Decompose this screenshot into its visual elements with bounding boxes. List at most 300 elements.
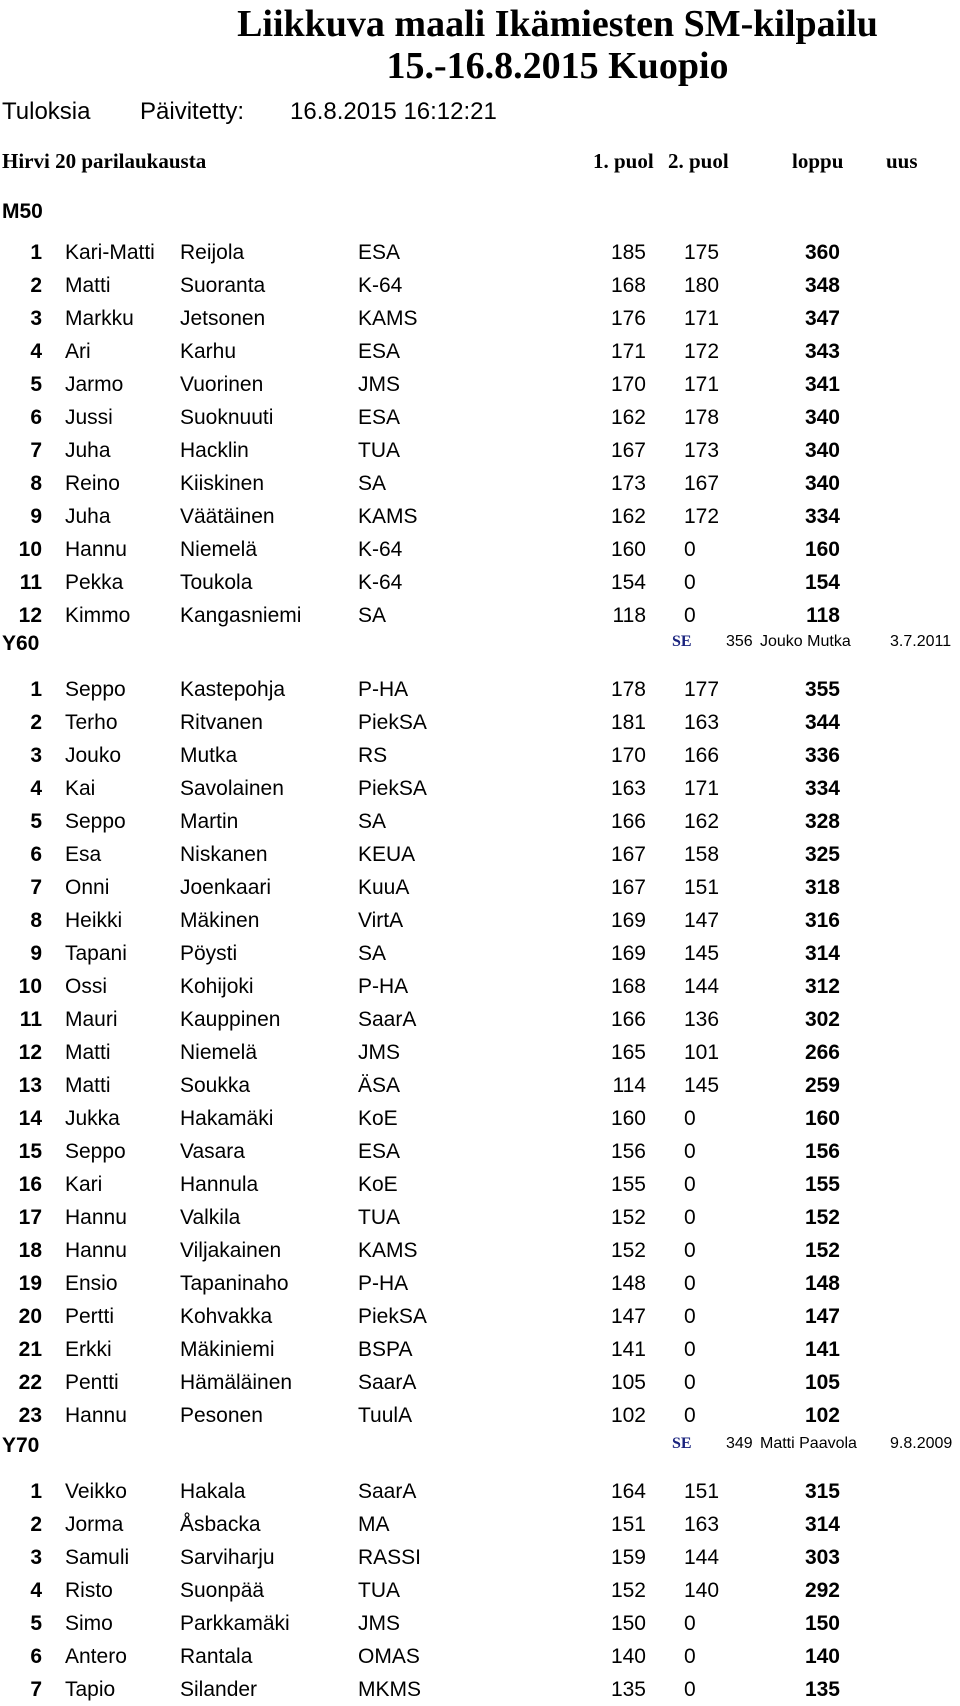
second-half-score-cell: 151 (684, 876, 720, 899)
results-label: Tuloksia (2, 98, 91, 125)
first-half-score-cell: 171 (610, 340, 646, 363)
table-row (0, 706, 960, 739)
second-half-score-cell: 101 (684, 1041, 720, 1064)
first-name-cell: Heikki (65, 909, 123, 932)
table-row (0, 236, 960, 269)
second-half-score-cell: 0 (684, 1338, 696, 1361)
first-name-cell: Antero (65, 1645, 127, 1668)
first-name-cell: Pentti (65, 1371, 119, 1394)
first-half-score-cell: 168 (610, 274, 646, 297)
second-half-score-cell: 151 (684, 1480, 720, 1503)
rank-cell: 6 (30, 1645, 42, 1668)
club-cell: SaarA (358, 1008, 417, 1031)
first-name-cell: Terho (65, 711, 118, 734)
first-half-score-cell: 118 (612, 604, 646, 627)
last-name-cell: Silander (180, 1678, 258, 1701)
last-name-cell: Hacklin (180, 439, 249, 462)
rank-cell: 18 (18, 1239, 42, 1262)
first-half-score-cell: 114 (612, 1074, 646, 1097)
table-row (0, 937, 960, 970)
first-name-cell: Markku (65, 307, 134, 330)
second-half-score-cell: 175 (684, 241, 720, 264)
rank-cell: 7 (30, 876, 42, 899)
rank-cell: 3 (30, 307, 42, 330)
first-name-cell: Juha (65, 439, 111, 462)
total-score-cell: 314 (804, 942, 840, 965)
total-score-cell: 155 (804, 1173, 840, 1196)
rank-cell: 21 (18, 1338, 42, 1361)
updated-label: Päivitetty: (140, 98, 245, 125)
rank-cell: 4 (30, 340, 42, 363)
first-half-score-cell: 169 (610, 909, 646, 932)
rank-cell: 9 (30, 505, 42, 528)
first-name-cell: Hannu (65, 1404, 127, 1427)
club-cell: SaarA (358, 1371, 417, 1394)
first-half-score-cell: 173 (610, 472, 646, 495)
record-line (0, 1432, 960, 1456)
second-half-score-cell: 0 (684, 1612, 696, 1635)
rank-cell: 4 (30, 777, 42, 800)
total-score-cell: 344 (804, 711, 840, 734)
first-name-cell: Kari (65, 1173, 103, 1196)
club-cell: VirtA (358, 909, 404, 932)
table-row (0, 1201, 960, 1234)
second-half-score-cell: 171 (684, 307, 720, 330)
club-cell: K-64 (358, 538, 403, 561)
total-score-cell: 340 (804, 472, 840, 495)
total-score-cell: 336 (804, 744, 840, 767)
last-name-cell: Toukola (180, 571, 253, 594)
total-score-cell: 150 (804, 1612, 840, 1635)
first-half-score-cell: 152 (610, 1579, 646, 1602)
total-score-cell: 303 (804, 1546, 840, 1569)
first-half-score-cell: 152 (610, 1239, 646, 1262)
second-half-score-cell: 136 (684, 1008, 720, 1031)
table-row (0, 1541, 960, 1574)
first-half-score-cell: 160 (610, 538, 646, 561)
last-name-cell: Viljakainen (180, 1239, 282, 1262)
club-cell: OMAS (358, 1645, 420, 1668)
second-half-score-cell: 172 (684, 340, 720, 363)
record-holder: Matti Paavola (760, 1435, 857, 1452)
first-name-cell: Kimmo (65, 604, 131, 627)
first-half-score-cell: 105 (610, 1371, 646, 1394)
second-half-score-cell: 0 (684, 1404, 696, 1427)
page-title-line1: Liikkuva maali Ikämiesten SM-kilpailu (237, 3, 878, 45)
record-tag: SE (672, 633, 692, 650)
club-cell: KEUA (358, 843, 416, 866)
total-score-cell: 315 (804, 1480, 840, 1503)
total-score-cell: 259 (804, 1074, 840, 1097)
club-cell: MKMS (358, 1678, 421, 1701)
club-cell: P-HA (358, 678, 409, 701)
last-name-cell: Pöysti (180, 942, 238, 965)
table-row (0, 904, 960, 937)
last-name-cell: Kangasniemi (180, 604, 302, 627)
record-line (0, 630, 960, 654)
first-half-score-cell: 167 (610, 439, 646, 462)
club-cell: BSPA (358, 1338, 413, 1361)
total-score-cell: 302 (804, 1008, 840, 1031)
last-name-cell: Kauppinen (180, 1008, 281, 1031)
club-cell: K-64 (358, 571, 403, 594)
second-half-score-cell: 178 (684, 406, 720, 429)
last-name-cell: Åsbacka (180, 1513, 261, 1536)
rank-cell: 22 (18, 1371, 42, 1394)
first-name-cell: Jussi (65, 406, 113, 429)
first-half-score-cell: 159 (610, 1546, 646, 1569)
table-row (0, 1640, 960, 1673)
club-cell: SA (358, 942, 387, 965)
second-half-score-cell: 144 (684, 1546, 720, 1569)
table-row (0, 739, 960, 772)
first-name-cell: Esa (65, 843, 102, 866)
club-cell: SA (358, 810, 387, 833)
total-score-cell: 318 (804, 876, 840, 899)
first-half-score-cell: 152 (610, 1206, 646, 1229)
first-half-score-cell: 151 (610, 1513, 646, 1536)
second-half-score-cell: 0 (684, 1272, 696, 1295)
first-name-cell: Matti (65, 1041, 111, 1064)
first-half-score-cell: 167 (610, 843, 646, 866)
second-half-score-cell: 0 (684, 1645, 696, 1668)
rank-cell: 12 (18, 604, 42, 627)
table-row (0, 335, 960, 368)
total-score-cell: 312 (804, 975, 840, 998)
total-score-cell: 152 (804, 1239, 840, 1262)
club-cell: K-64 (358, 274, 403, 297)
table-row (0, 838, 960, 871)
updated-value: 16.8.2015 16:12:21 (290, 98, 497, 125)
first-half-score-cell: 162 (610, 406, 646, 429)
total-score-cell: 334 (804, 505, 840, 528)
last-name-cell: Niskanen (180, 843, 268, 866)
rank-cell: 10 (18, 538, 42, 561)
club-cell: MA (358, 1513, 390, 1536)
total-score-cell: 102 (804, 1404, 840, 1427)
rank-cell: 5 (30, 373, 42, 396)
first-name-cell: Ensio (65, 1272, 118, 1295)
total-score-cell: 341 (804, 373, 840, 396)
table-row (0, 1036, 960, 1069)
first-half-score-cell: 135 (610, 1678, 646, 1701)
first-name-cell: Mauri (65, 1008, 118, 1031)
total-score-cell: 340 (804, 439, 840, 462)
total-score-cell: 148 (804, 1272, 840, 1295)
total-score-cell: 141 (804, 1338, 840, 1361)
last-name-cell: Martin (180, 810, 239, 833)
last-name-cell: Mäkiniemi (180, 1338, 275, 1361)
rank-cell: 17 (18, 1206, 42, 1229)
second-half-score-cell: 158 (684, 843, 720, 866)
club-cell: SaarA (358, 1480, 417, 1503)
first-name-cell: Juha (65, 505, 111, 528)
rank-cell: 1 (30, 1480, 42, 1503)
second-half-score-cell: 167 (684, 472, 720, 495)
last-name-cell: Hämäläinen (180, 1371, 293, 1394)
second-half-score-cell: 0 (684, 1206, 696, 1229)
first-name-cell: Seppo (65, 678, 126, 701)
first-half-score-cell: 154 (610, 571, 646, 594)
rank-cell: 6 (30, 406, 42, 429)
rank-cell: 7 (30, 1678, 42, 1701)
second-half-score-cell: 173 (684, 439, 720, 462)
rank-cell: 12 (18, 1041, 42, 1064)
total-score-cell: 156 (804, 1140, 840, 1163)
club-cell: P-HA (358, 1272, 409, 1295)
total-score-cell: 348 (804, 274, 840, 297)
rank-cell: 11 (19, 571, 42, 594)
last-name-cell: Suoranta (180, 274, 266, 297)
club-cell: TuulA (358, 1404, 413, 1427)
club-cell: TUA (358, 1579, 400, 1602)
first-name-cell: Hannu (65, 538, 127, 561)
total-score-cell: 328 (804, 810, 840, 833)
club-cell: KoE (358, 1173, 398, 1196)
last-name-cell: Jetsonen (180, 307, 266, 330)
second-half-score-cell: 140 (684, 1579, 720, 1602)
first-half-score-cell: 163 (610, 777, 646, 800)
rank-cell: 6 (30, 843, 42, 866)
first-half-score-cell: 164 (610, 1480, 646, 1503)
table-row (0, 1333, 960, 1366)
first-half-score-cell: 170 (610, 744, 646, 767)
table-row (0, 1475, 960, 1508)
second-half-score-cell: 144 (684, 975, 720, 998)
first-name-cell: Tapani (65, 942, 127, 965)
first-half-score-cell: 102 (610, 1404, 646, 1427)
club-cell: ÄSA (358, 1074, 401, 1097)
first-half-score-cell: 160 (610, 1107, 646, 1130)
second-half-score-cell: 0 (684, 1678, 696, 1701)
table-row (0, 1069, 960, 1102)
first-name-cell: Jarmo (65, 373, 124, 396)
second-half-score-cell: 166 (684, 744, 720, 767)
first-half-score-cell: 156 (610, 1140, 646, 1163)
rank-cell: 19 (18, 1272, 42, 1295)
rank-cell: 10 (18, 975, 42, 998)
first-name-cell: Erkki (65, 1338, 112, 1361)
table-row (0, 467, 960, 500)
club-cell: P-HA (358, 975, 409, 998)
total-score-cell: 292 (804, 1579, 840, 1602)
total-score-cell: 316 (804, 909, 840, 932)
total-score-cell: 340 (804, 406, 840, 429)
club-cell: KAMS (358, 505, 418, 528)
last-name-cell: Parkkamäki (180, 1612, 290, 1635)
last-name-cell: Soukka (180, 1074, 251, 1097)
second-half-score-cell: 145 (684, 942, 720, 965)
total-score-cell: 160 (804, 1107, 840, 1130)
first-name-cell: Ari (65, 340, 91, 363)
col-header-new: uus (886, 149, 918, 173)
first-half-score-cell: 168 (610, 975, 646, 998)
page-title-line2: 15.-16.8.2015 Kuopio (386, 45, 729, 87)
first-name-cell: Hannu (65, 1239, 127, 1262)
first-name-cell: Matti (65, 274, 111, 297)
club-cell: KAMS (358, 1239, 418, 1262)
rank-cell: 8 (30, 909, 42, 932)
club-cell: RS (358, 744, 388, 767)
first-name-cell: Pertti (65, 1305, 115, 1328)
rank-cell: 11 (19, 1008, 42, 1031)
club-cell: TUA (358, 1206, 400, 1229)
first-name-cell: Samuli (65, 1546, 130, 1569)
table-row (0, 1300, 960, 1333)
club-cell: PiekSA (358, 777, 427, 800)
rank-cell: 2 (30, 1513, 42, 1536)
last-name-cell: Hannula (180, 1173, 259, 1196)
table-row (0, 1673, 960, 1706)
rank-cell: 20 (18, 1305, 42, 1328)
first-name-cell: Jorma (65, 1513, 124, 1536)
total-score-cell: 147 (804, 1305, 840, 1328)
table-row (0, 302, 960, 335)
first-half-score-cell: 170 (610, 373, 646, 396)
first-name-cell: Pekka (65, 571, 124, 594)
first-name-cell: Kari-Matti (65, 241, 155, 264)
rank-cell: 9 (30, 942, 42, 965)
second-half-score-cell: 162 (684, 810, 720, 833)
second-half-score-cell: 0 (684, 538, 696, 561)
second-half-score-cell: 0 (684, 1107, 696, 1130)
group-label-m50: M50 (2, 200, 43, 223)
second-half-score-cell: 177 (684, 678, 720, 701)
total-score-cell: 152 (804, 1206, 840, 1229)
first-half-score-cell: 167 (610, 876, 646, 899)
first-name-cell: Seppo (65, 1140, 126, 1163)
second-half-score-cell: 0 (684, 1173, 696, 1196)
club-cell: JMS (358, 373, 400, 396)
first-name-cell: Ossi (65, 975, 107, 998)
last-name-cell: Savolainen (180, 777, 284, 800)
second-half-score-cell: 163 (684, 1513, 720, 1536)
rank-cell: 3 (30, 744, 42, 767)
first-half-score-cell: 147 (610, 1305, 646, 1328)
rank-cell: 7 (30, 439, 42, 462)
total-score-cell: 360 (804, 241, 840, 264)
table-row (0, 1508, 960, 1541)
rank-cell: 1 (30, 678, 42, 701)
record-date: 3.7.2011 (890, 633, 952, 650)
first-half-score-cell: 169 (610, 942, 646, 965)
total-score-cell: 325 (804, 843, 840, 866)
first-name-cell: Seppo (65, 810, 126, 833)
first-half-score-cell: 140 (610, 1645, 646, 1668)
last-name-cell: Niemelä (180, 1041, 258, 1064)
rank-cell: 2 (30, 274, 42, 297)
second-half-score-cell: 147 (684, 909, 720, 932)
table-row (0, 1003, 960, 1036)
first-name-cell: Kai (65, 777, 96, 800)
second-half-score-cell: 0 (684, 571, 696, 594)
first-name-cell: Veikko (65, 1480, 127, 1503)
table-row (0, 1399, 960, 1432)
first-name-cell: Jouko (65, 744, 122, 767)
table-row (0, 970, 960, 1003)
rank-cell: 8 (30, 472, 42, 495)
record-tag: SE (672, 1435, 692, 1452)
club-cell: ESA (358, 1140, 401, 1163)
total-score-cell: 343 (804, 340, 840, 363)
last-name-cell: Kastepohja (180, 678, 286, 701)
group-label-y70: Y70 (2, 1434, 40, 1457)
first-half-score-cell: 166 (610, 810, 646, 833)
second-half-score-cell: 0 (684, 1371, 696, 1394)
first-name-cell: Tapio (65, 1678, 116, 1701)
table-row (0, 673, 960, 706)
first-half-score-cell: 155 (610, 1173, 646, 1196)
last-name-cell: Joenkaari (180, 876, 272, 899)
first-name-cell: Matti (65, 1074, 111, 1097)
club-cell: TUA (358, 439, 400, 462)
club-cell: ESA (358, 340, 401, 363)
total-score-cell: 355 (804, 678, 840, 701)
club-cell: KAMS (358, 307, 418, 330)
first-name-cell: Onni (65, 876, 110, 899)
table-row (0, 871, 960, 904)
total-score-cell: 105 (804, 1371, 840, 1394)
table-row (0, 1267, 960, 1300)
club-cell: KuuA (358, 876, 410, 899)
total-score-cell: 160 (804, 538, 840, 561)
table-row (0, 1234, 960, 1267)
last-name-cell: Vuorinen (180, 373, 264, 396)
club-cell: RASSI (358, 1546, 422, 1569)
column-header-row (0, 146, 960, 176)
second-half-score-cell: 172 (684, 505, 720, 528)
col-header-first-half: 1. puol (593, 149, 654, 173)
club-cell: JMS (358, 1041, 400, 1064)
event-name: Hirvi 20 parilaukausta (2, 149, 207, 173)
record-date: 9.8.2009 (890, 1435, 953, 1452)
table-row (0, 533, 960, 566)
first-name-cell: Hannu (65, 1206, 127, 1229)
last-name-cell: Valkila (180, 1206, 241, 1229)
club-cell: ESA (358, 241, 401, 264)
first-half-score-cell: 150 (610, 1612, 646, 1635)
first-half-score-cell: 141 (610, 1338, 646, 1361)
rank-cell: 5 (30, 810, 42, 833)
record-score: 356 (726, 633, 753, 650)
table-row (0, 269, 960, 302)
second-half-score-cell: 171 (684, 777, 720, 800)
second-half-score-cell: 163 (684, 711, 720, 734)
total-score-cell: 314 (804, 1513, 840, 1536)
rank-cell: 2 (30, 711, 42, 734)
second-half-score-cell: 180 (684, 274, 720, 297)
club-cell: PiekSA (358, 1305, 427, 1328)
total-score-cell: 118 (806, 604, 840, 627)
table-row (0, 434, 960, 467)
total-score-cell: 154 (804, 571, 840, 594)
first-name-cell: Simo (65, 1612, 113, 1635)
last-name-cell: Tapaninaho (180, 1272, 289, 1295)
club-cell: SA (358, 604, 387, 627)
last-name-cell: Karhu (180, 340, 237, 363)
rank-cell: 15 (18, 1140, 42, 1163)
last-name-cell: Vasara (180, 1140, 245, 1163)
second-half-score-cell: 0 (684, 1140, 696, 1163)
rank-cell: 14 (18, 1107, 42, 1130)
table-row (0, 1366, 960, 1399)
last-name-cell: Mutka (180, 744, 238, 767)
total-score-cell: 347 (804, 307, 840, 330)
rank-cell: 23 (18, 1404, 42, 1427)
first-name-cell: Risto (65, 1579, 113, 1602)
last-name-cell: Kohijoki (180, 975, 254, 998)
last-name-cell: Hakala (180, 1480, 246, 1503)
